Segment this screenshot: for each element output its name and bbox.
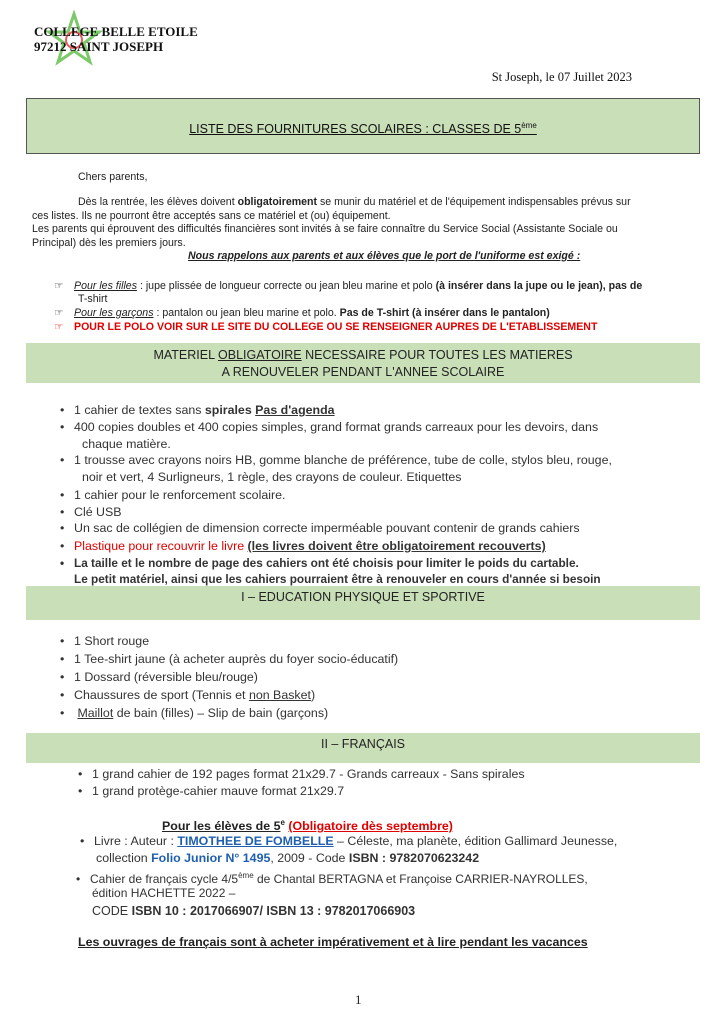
uniform-notice: Nous rappelons aux parents et aux élèves que le port de l'uniforme est exigé : xyxy=(188,250,581,262)
list-item-cont: chaque matière. xyxy=(82,437,171,451)
page-number: 1 xyxy=(355,992,362,1007)
list-item: • Un sac de collégien de dimension correcte imperméable pouvant contenir de grands cahiers xyxy=(60,521,580,535)
section-band-general: MATERIEL OBLIGATOIRE NECESSAIRE POUR TOUTES LES MATIERES A RENOUVELER PENDANT L'ANNEE SCOLAIRE xyxy=(26,343,700,383)
uniform-item-boys: ☞ Pour les garçons : pantalon ou jean bleu marine et polo. Pas de T-shirt (à insérer dans le pantalon) xyxy=(54,307,550,319)
title-box xyxy=(26,98,700,154)
list-item-book: • Livre : Auteur : TIMOTHEE DE FOMBELLE – Céleste, ma planète, édition Gallimard Jeunesse, xyxy=(80,834,618,848)
francais-note: Les ouvrages de français sont à acheter impérativement et à lire pendant les vacances xyxy=(78,935,588,949)
list-item: • 1 Dossard (réversible bleu/rouge) xyxy=(60,670,258,684)
list-item-cahier: • Cahier de français cycle 4/5ème de Chantal BERTAGNA et Françoise CARRIER-NAYROLLES, xyxy=(76,871,588,886)
date-line: St Joseph, le 07 Juillet 2023 xyxy=(491,70,632,84)
section-band-eps: I – EDUCATION PHYSIQUE ET SPORTIVE xyxy=(26,586,700,620)
list-item: • 1 cahier pour le renforcement scolaire. xyxy=(60,488,286,502)
list-item: • 1 trousse avec crayons noirs HB, gomme blanche de préférence, tube de colle, stylos bleu, rouge, xyxy=(60,453,612,467)
list-item: • 1 grand protège-cahier mauve format 21x29.7 xyxy=(78,784,345,798)
hand-pointer-icon: ☞ xyxy=(54,321,64,333)
school-name: COLLEGE BELLE ETOILE 97212 SAINT JOSEPH xyxy=(34,24,198,54)
list-item-warning-cont: Le petit matériel, ainsi que les cahiers pourraient être à renouveler en cours d'année si besoin xyxy=(74,572,601,586)
list-item-cahier-code: CODE ISBN 10 : 2017066907/ ISBN 13 : 9782017066903 xyxy=(92,904,416,918)
list-item: • Chaussures de sport (Tennis et non Basket) xyxy=(60,688,316,702)
uniform-item-girls-cont: T-shirt xyxy=(78,293,108,305)
subheading-5e: Pour les élèves de 5e (Obligatoire dès septembre) xyxy=(162,818,453,834)
uniform-item-polo: ☞ POUR LE POLO VOIR SUR LE SITE DU COLLEGE OU SE RENSEIGNER AUPRES DE L'ETABLISSEMENT xyxy=(54,321,598,333)
intro-p2-line2: Principal) dès les premiers jours. xyxy=(32,237,186,249)
section-band-francais: II – FRANÇAIS xyxy=(26,733,700,763)
list-item: • 1 grand cahier de 192 pages format 21x29.7 - Grands carreaux - Sans spirales xyxy=(78,767,525,781)
intro-p2-line1: Les parents qui éprouvent des difficultés financières sont invités à se faire connaître du Service Social (Assistante Sociale ou xyxy=(32,223,618,235)
greeting: Chers parents, xyxy=(78,171,148,183)
hand-pointer-icon: ☞ xyxy=(54,307,64,319)
intro-p1-line1: Dès la rentrée, les élèves doivent obligatoirement se munir du matériel et de l'équipement indispensables prévus sur xyxy=(78,196,631,208)
list-item-cahier-cont: édition HACHETTE 2022 – xyxy=(92,886,236,900)
list-item-cont: noir et vert, 4 Surligneurs, 1 règle, des crayons de couleur. Etiquettes xyxy=(82,470,462,484)
list-item: • Clé USB xyxy=(60,505,122,519)
hand-pointer-icon: ☞ xyxy=(54,280,64,292)
list-item: • 1 Tee-shirt jaune (à acheter auprès du foyer socio-éducatif) xyxy=(60,652,399,666)
list-item: • 400 copies doubles et 400 copies simples, grand format grands carreaux pour les devoirs, dans xyxy=(60,420,599,434)
list-item: • Maillot de bain (filles) – Slip de bain (garçons) xyxy=(60,706,329,720)
list-item: • Plastique pour recouvrir le livre (les livres doivent être obligatoirement recouverts) xyxy=(60,539,546,553)
uniform-item-girls: ☞ Pour les filles : jupe plissée de longueur correcte ou jean bleu marine et polo (à insérer dans la jupe ou le jean), pas de xyxy=(54,280,643,292)
list-item: • 1 cahier de textes sans spirales Pas d'agenda xyxy=(60,403,335,417)
page-title: LISTE DES FOURNITURES SCOLAIRES : CLASSES DE 5ème xyxy=(189,121,537,137)
intro-p1-line2: ces listes. Ils ne pourront être acceptés sans ce matériel et (ou) équipement. xyxy=(32,210,391,222)
list-item-book-cont: collection Folio Junior N° 1495, 2009 - Code ISBN : 9782070623242 xyxy=(96,851,480,865)
list-item: • 1 Short rouge xyxy=(60,634,150,648)
list-item-warning: • La taille et le nombre de page des cahiers ont été choisis pour limiter le poids du cartable. xyxy=(60,556,579,570)
